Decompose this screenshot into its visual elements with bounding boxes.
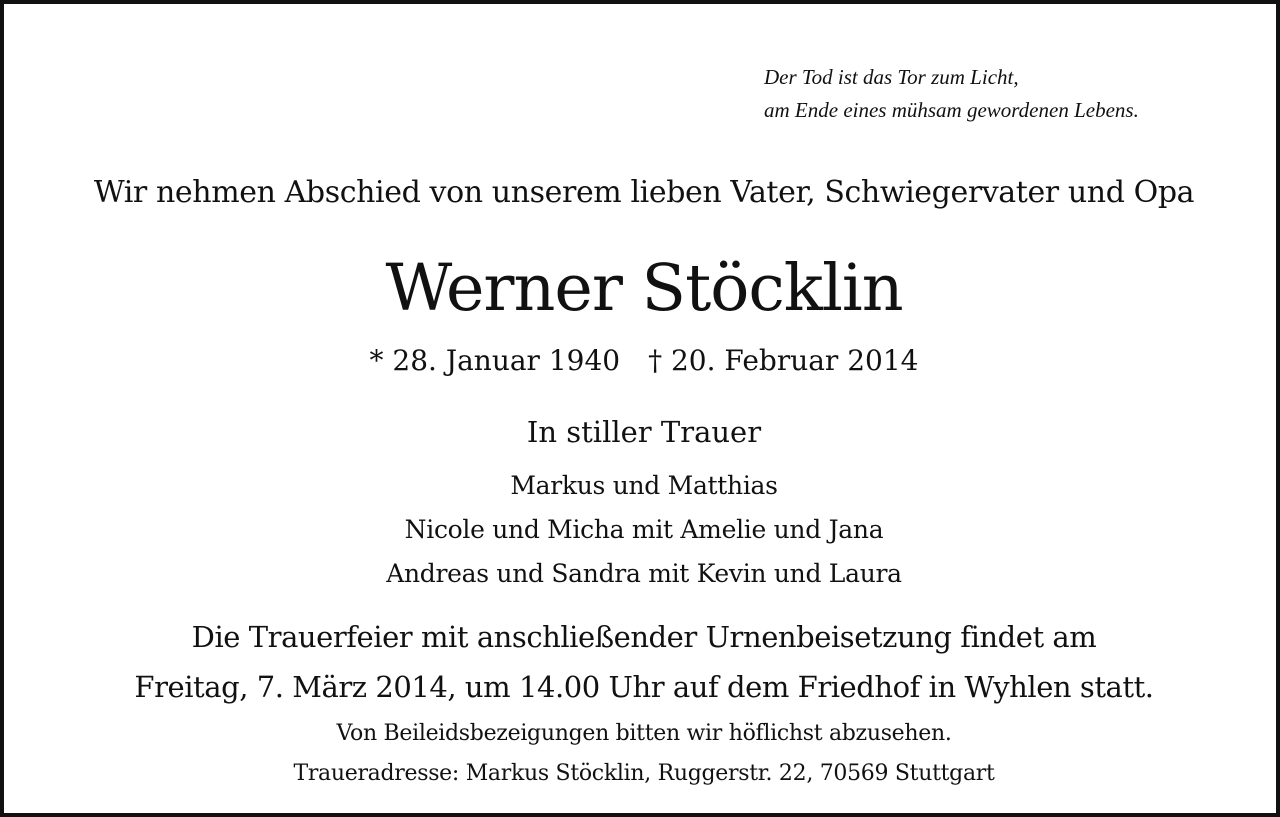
- mourning-address: Traueradresse: Markus Stöcklin, Ruggerstr. 22, 70569 Stuttgart: [293, 761, 995, 786]
- ceremony-line-2: Freitag, 7. März 2014, um 14.00 Uhr auf dem Friedhof in Wyhlen statt.: [134, 670, 1154, 704]
- mourner-line: Markus und Matthias: [510, 471, 778, 500]
- condolence-note: Von Beileidsbezeigungen bitten wir höflichst abzusehen.: [336, 721, 952, 746]
- deceased-name: Werner Stöcklin: [385, 251, 903, 326]
- death-date: † 20. Februar 2014: [648, 344, 919, 377]
- ceremony-line-1: Die Trauerfeier mit anschließender Urnenbeisetzung findet am: [191, 620, 1097, 654]
- farewell-intro: Wir nehmen Abschied von unserem lieben Vater, Schwiegervater und Opa: [93, 175, 1195, 210]
- mourner-line: Nicole und Micha mit Amelie und Jana: [404, 515, 884, 544]
- mourning-heading: In stiller Trauer: [526, 415, 762, 449]
- life-dates: [4, 341, 1280, 381]
- motto-line-1: Der Tod ist das Tor zum Licht,: [764, 65, 1019, 89]
- motto-line-2: am Ende eines mühsam gewordenen Lebens.: [764, 98, 1139, 122]
- motto-quote: [764, 61, 1264, 127]
- mourner-line: Andreas und Sandra mit Kevin und Laura: [386, 559, 902, 588]
- birth-date: * 28. Januar 1940: [369, 344, 621, 377]
